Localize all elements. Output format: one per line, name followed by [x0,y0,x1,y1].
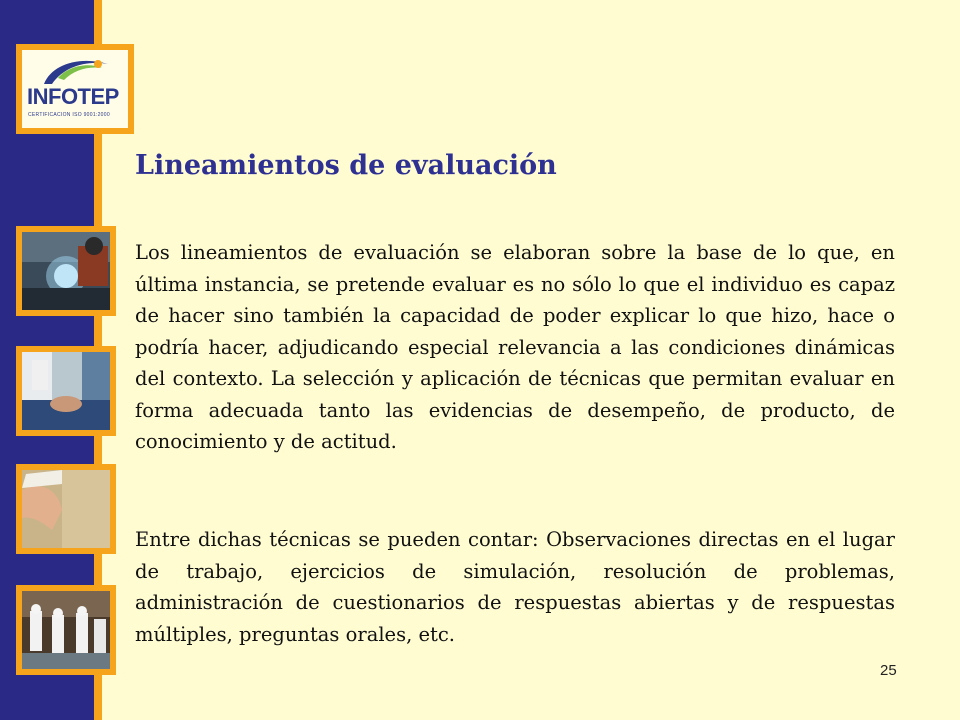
page-number: 25 [880,662,897,679]
welding-photo-image [22,232,110,310]
hands-photo-image [22,470,110,548]
paragraph-lineamientos: Los lineamientos de evaluación se elaboran sobre la base de lo que, en última instancia, se pretende evaluar es no sólo lo que el individuo es capaz de hacer sino también la capacidad de poder explicar lo que hizo, hace o podría hacer, adjudicando especial relevancia a las condiciones dinámicas del contexto. La selección y aplicación de técnicas que permitan evaluar en forma adecuada tanto las evidencias de desempeño, de producto, de conocimiento y de actitud. [135,241,895,453]
logo-tagline: CERTIFICACION ISO 9001:2000 [28,112,110,118]
hands-photo [16,464,116,554]
kitchen-photo [16,585,116,675]
paragraph-tecnicas: Entre dichas técnicas se pueden contar: Observaciones directas en el lugar de trabajo, ejercicios de simulación, resolución de problemas, administración de cuestionarios de respuestas abiertas y de respuestas múltiples, preguntas orales, etc. [135,528,895,646]
logo-inner [22,50,128,128]
kitchen-photo-image [22,591,110,669]
welding-photo [16,226,116,316]
infotep-logo [16,44,134,134]
textile-work-photo-image [22,352,110,430]
logo-name: INFOTEP [27,84,119,109]
page-title: Lineamientos de evaluación [135,150,557,181]
textile-work-photo [16,346,116,436]
